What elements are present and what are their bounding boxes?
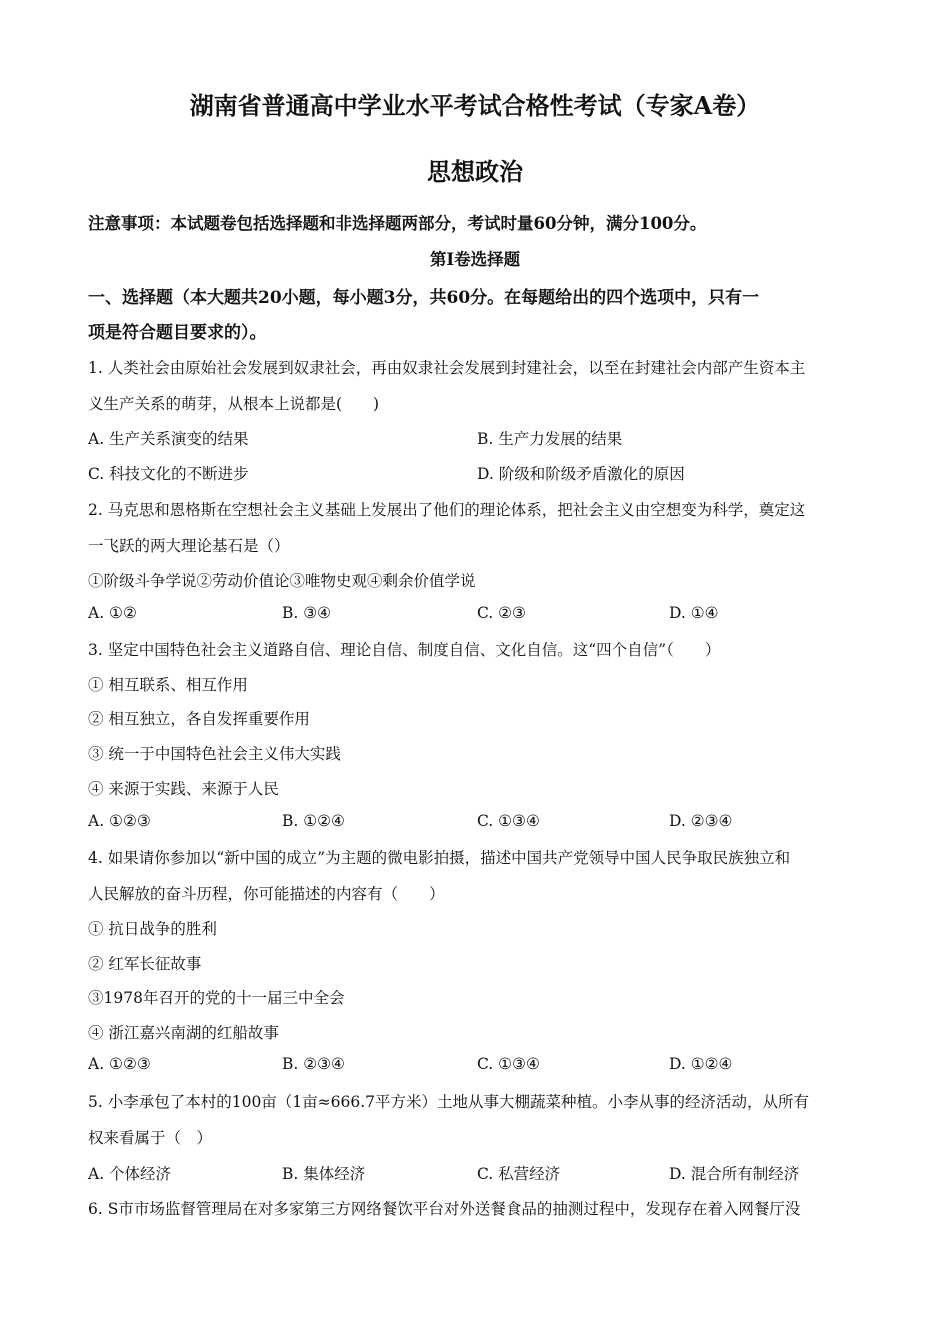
- q3-option-b: B. ①②④: [282, 812, 345, 830]
- q2-option-c: C. ②③: [477, 604, 526, 622]
- part1-title: 第I卷选择题: [429, 250, 521, 269]
- q3-statement-4: ④ 来源于实践、来源于人民: [88, 780, 279, 798]
- q1-option-d: D. 阶级和阶级矛盾激化的原因: [477, 465, 685, 483]
- q2-stem-line2: 一飞跃的两大理论基石是（）: [88, 537, 290, 555]
- q2-option-a: A. ①②: [88, 604, 137, 622]
- q1-option-c: C. 科技文化的不断进步: [88, 465, 249, 483]
- q3-statement-3: ③ 统一于中国特色社会主义伟大实践: [88, 745, 341, 763]
- q3-stem: 3. 坚定中国特色社会主义道路自信、理论自信、制度自信、文化自信。这“四个自信”（ ）: [88, 641, 721, 659]
- q3-option-d: D. ②③④: [669, 812, 733, 830]
- q3-statement-2: ② 相互独立，各自发挥重要作用: [88, 710, 310, 728]
- q5-stem-line2: 权来看属于（ ）: [88, 1129, 213, 1147]
- q2-statements: ①阶级斗争学说②劳动价值论③唯物史观④剩余价值学说: [88, 572, 476, 590]
- q3-option-a: A. ①②③: [88, 812, 151, 830]
- q4-statement-1: ① 抗日战争的胜利: [88, 920, 217, 938]
- q4-option-a: A. ①②③: [88, 1055, 151, 1073]
- q1-stem-line2: 义生产关系的萌芽，从根本上说都是( ): [88, 395, 380, 413]
- q4-statement-3: ③1978年召开的党的十一届三中全会: [88, 989, 345, 1007]
- exam-title: 湖南省普通高中学业水平考试合格性考试（专家A卷）: [189, 91, 761, 120]
- q4-option-d: D. ①②④: [669, 1055, 733, 1073]
- q2-option-d: D. ①④: [669, 604, 719, 622]
- q5-option-c: C. 私营经济: [477, 1165, 561, 1183]
- q2-option-b: B. ③④: [282, 604, 332, 622]
- q4-option-b: B. ②③④: [282, 1055, 345, 1073]
- q4-statement-2: ② 红军长征故事: [88, 955, 202, 973]
- q3-option-c: C. ①③④: [477, 812, 540, 830]
- subject-title: 思想政治: [427, 157, 523, 186]
- q5-option-d: D. 混合所有制经济: [669, 1165, 800, 1183]
- q1-stem-line1: 1. 人类社会由原始社会发展到奴隶社会，再由奴隶社会发展到封建社会，以至在封建社会内部产生资本主: [88, 359, 806, 377]
- q4-statement-4: ④ 浙江嘉兴南湖的红船故事: [88, 1024, 279, 1042]
- q2-stem-line1: 2. 马克思和恩格斯在空想社会主义基础上发展出了他们的理论体系，把社会主义由空想变为科学，奠定这: [88, 501, 806, 519]
- q3-statement-1: ① 相互联系、相互作用: [88, 676, 248, 694]
- q6-stem-line1: 6. S市市场监督管理局在对多家第三方网络餐饮平台对外送餐食品的抽测过程中，发现存在着入网餐厅没: [88, 1200, 801, 1218]
- q1-option-a: A. 生产关系演变的结果: [88, 430, 249, 448]
- q4-option-c: C. ①③④: [477, 1055, 540, 1073]
- section1-line1: 一、选择题（本大题共20小题，每小题3分，共60分。在每题给出的四个选项中，只有一: [88, 288, 760, 308]
- notice: 注意事项：本试题卷包括选择题和非选择题两部分，考试时量60分钟，满分100分。: [88, 214, 707, 233]
- q4-stem-line2: 人民解放的奋斗历程，你可能描述的内容有（ ）: [88, 885, 445, 903]
- q5-option-a: A. 个体经济: [88, 1165, 172, 1183]
- q4-stem-line1: 4. 如果请你参加以“新中国的成立”为主题的微电影拍摄，描述中国共产党领导中国人民争取民族独立和: [88, 849, 791, 867]
- q5-option-b: B. 集体经济: [282, 1165, 366, 1183]
- section1-line2: 项是符合题目要求的）。: [88, 323, 267, 343]
- q5-stem-line1: 5. 小李承包了本村的100亩（1亩≈666.7平方米）土地从事大棚蔬菜种植。小李从事的经济活动，从所有: [88, 1093, 810, 1111]
- q1-option-b: B. 生产力发展的结果: [477, 430, 623, 448]
